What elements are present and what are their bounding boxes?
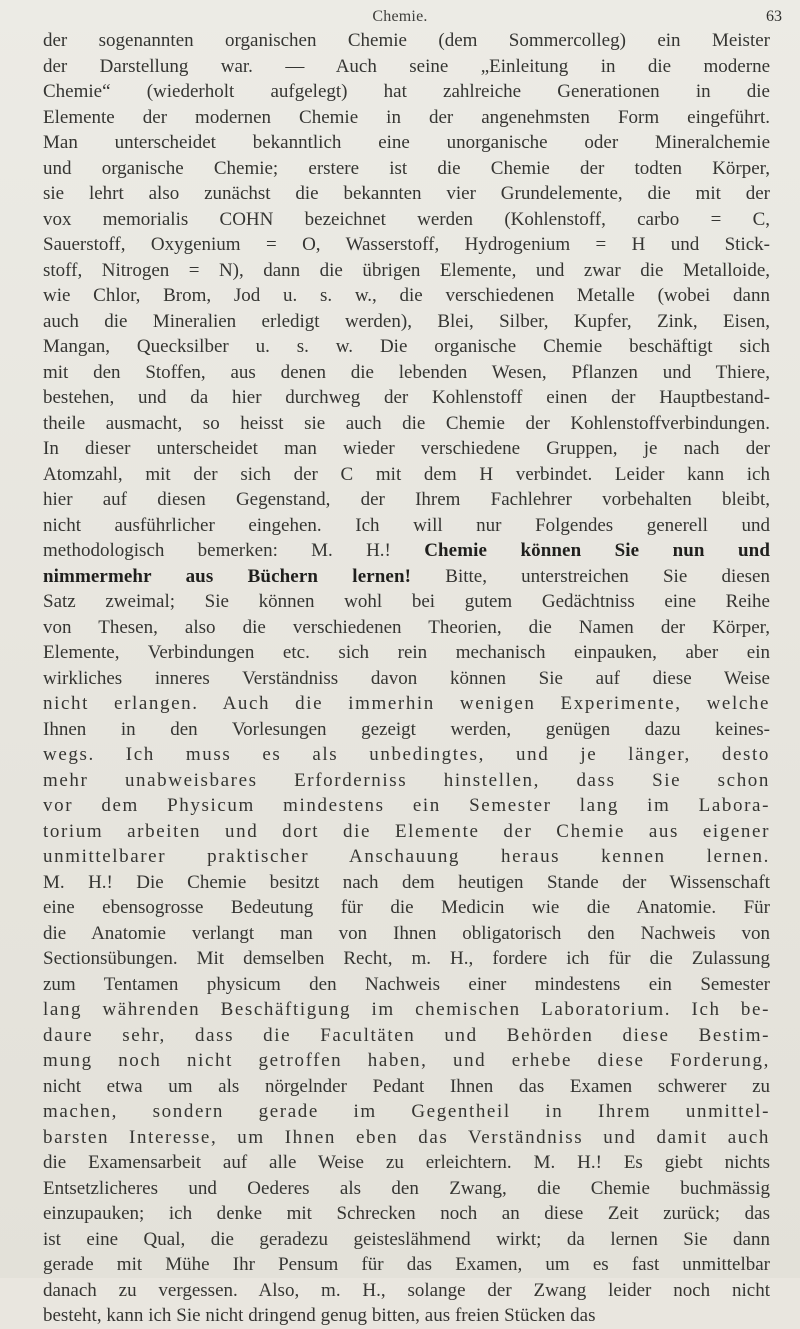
text-line-27: nicht erlangen. Auch die immerhin wenigen Experimente, welche xyxy=(43,693,770,714)
text-line-44: barsten Interesse, um Ihnen eben das Verständniss und damit auch xyxy=(43,1126,770,1148)
text-line-39: lang währenden Beschäftigung im chemischen Laboratorium. Ich be- xyxy=(43,999,770,1020)
text-line-32: torium arbeiten und dort die Elemente der Chemie aus eigener xyxy=(43,820,770,842)
text-line-37: Sectionsübungen. Mit demselben Recht, m. H., fordere ich für die Zulassung xyxy=(43,948,770,969)
running-header-title: Chemie. xyxy=(372,8,428,25)
text-line-30: mehr unabweisbares Erforderniss hinstellen, dass Sie schon xyxy=(43,769,770,791)
text-line-21-plain: methodologisch bemerken: M. H.! xyxy=(43,540,391,561)
text-line-15: bestehen, und da hier durchweg der Kohlenstoff einen der Hauptbestand- xyxy=(43,387,770,408)
text-line-35: eine ebensogrosse Bedeutung für die Medicin wie die Anatomie. Für xyxy=(43,897,770,918)
text-line-24: von Thesen, also die verschiedenen Theorien, die Namen der Körper, xyxy=(43,616,770,638)
text-line-17: In dieser unterscheidet man wieder verschiedene Gruppen, je nach der xyxy=(43,438,770,459)
text-line-46: Entsetzlicheres und Oederes als den Zwang, die Chemie buchmässig xyxy=(43,1177,770,1199)
text-line-3: Chemie“ (wiederholt aufgelegt) hat zahlreiche Generationen in die xyxy=(43,81,770,102)
text-line-20: nicht ausführlicher eingehen. Ich will nur Folgendes generell und xyxy=(43,514,770,536)
text-line-16: theile ausmacht, so heisst sie auch die Chemie der Kohlenstoffverbindungen. xyxy=(43,412,770,434)
page-number: 63 xyxy=(766,8,782,25)
text-line-29: wegs. Ich muss es als unbedingtes, und je länger, desto xyxy=(43,744,770,765)
text-line-45: die Examensarbeit auf alle Weise zu erleichtern. M. H.! Es giebt nichts xyxy=(43,1152,770,1173)
text-line-12: auch die Mineralien erledigt werden), Blei, Silber, Kupfer, Zink, Eisen, xyxy=(43,310,770,332)
text-line-31: vor dem Physicum mindestens ein Semester lang im Labora- xyxy=(43,795,770,816)
text-line-19: hier auf diesen Gegenstand, der Ihrem Fachlehrer vorbehalten bleibt, xyxy=(43,489,770,510)
text-line-40: daure sehr, dass die Facultäten und Behörden diese Bestim- xyxy=(43,1024,770,1046)
text-line-5: Man unterscheidet bekanntlich eine unorganische oder Mineralchemie xyxy=(43,132,770,153)
text-line-25: Elemente, Verbindungen etc. sich rein mechanisch einpauken, aber ein xyxy=(43,642,770,663)
text-line-38: zum Tentamen physicum den Nachweis einer mindestens ein Semester xyxy=(43,973,770,995)
text-line-28: Ihnen in den Vorlesungen gezeigt werden, genügen dazu keines- xyxy=(43,718,770,740)
text-line-10: stoff, Nitrogen = N), dann die übrigen Elemente, und zwar die Metalloide, xyxy=(43,259,770,281)
body-text xyxy=(43,28,770,1326)
text-line-50: danach zu vergessen. Also, m. H., solange der Zwang leider noch nicht xyxy=(43,1279,770,1301)
text-line-49: gerade mit Mühe Ihr Pensum für das Examen, um es fast unmittelbar xyxy=(43,1254,770,1275)
text-line-23: Satz zweimal; Sie können wohl bei gutem Gedächtniss eine Reihe xyxy=(43,591,770,612)
text-line-18: Atomzahl, mit der sich der C mit dem H verbindet. Leider kann ich xyxy=(43,463,770,485)
text-line-14: mit den Stoffen, aus denen die lebenden Wesen, Pflanzen und Thiere, xyxy=(43,361,770,383)
text-line-11: wie Chlor, Brom, Jod u. s. w., die verschiedenen Metalle (wobei dann xyxy=(43,285,770,306)
text-line-7: sie lehrt also zunächst die bekannten vier Grundelemente, die mit der xyxy=(43,183,770,204)
text-line-34: M. H.! Die Chemie besitzt nach dem heutigen Stande der Wissenschaft xyxy=(43,871,770,893)
text-line-2: der Darstellung war. — Auch seine „Einleitung in die moderne xyxy=(43,55,770,77)
bold-emphasis-chemie-koennen: Chemie können Sie nun und xyxy=(424,540,770,561)
bold-emphasis-buechern: nimmermehr aus Büchern lernen! xyxy=(43,565,412,587)
text-line-13: Mangan, Quecksilber u. s. w. Die organische Chemie beschäftigt sich xyxy=(43,336,770,357)
text-line-41: mung noch nicht getroffen haben, und erhebe diese Forderung, xyxy=(43,1050,770,1071)
text-line-42: nicht etwa um als nörgelnder Pedant Ihnen das Examen schwerer zu xyxy=(43,1075,770,1097)
text-line-33: unmittelbarer praktischer Anschauung heraus kennen lernen. xyxy=(43,846,770,867)
text-line-22-plain: Bitte, unterstreichen Sie diesen xyxy=(445,565,770,587)
text-line-1: der sogenannten organischen Chemie (dem Sommercolleg) ein Meister xyxy=(43,30,770,51)
text-line-6: und organische Chemie; erstere ist die Chemie der todten Körper, xyxy=(43,157,770,179)
text-line-4: Elemente der modernen Chemie in der angenehmsten Form eingeführt. xyxy=(43,106,770,128)
text-line-43: machen, sondern gerade im Gegentheil in Ihrem unmittel- xyxy=(43,1101,770,1122)
text-line-26: wirkliches inneres Verständniss davon können Sie auf diese Weise xyxy=(43,667,770,689)
text-line-22 xyxy=(43,564,770,590)
text-line-36: die Anatomie verlangt man von Ihnen obligatorisch den Nachweis von xyxy=(43,922,770,944)
text-line-21 xyxy=(43,538,770,564)
text-line-9: Sauerstoff, Oxygenium = O, Wasserstoff, Hydrogenium = H und Stick- xyxy=(43,234,770,255)
text-line-47: einzupauken; ich denke mit Schrecken noch an diese Zeit zurück; das xyxy=(43,1203,770,1224)
text-line-48: ist eine Qual, die geradezu geisteslähmend wirkt; da lernen Sie dann xyxy=(43,1228,770,1250)
text-line-8: vox memorialis COHN bezeichnet werden (Kohlenstoff, carbo = C, xyxy=(43,208,770,230)
text-line-51: besteht, kann ich Sie nicht dringend genug bitten, aus freien Stücken das xyxy=(43,1305,596,1326)
